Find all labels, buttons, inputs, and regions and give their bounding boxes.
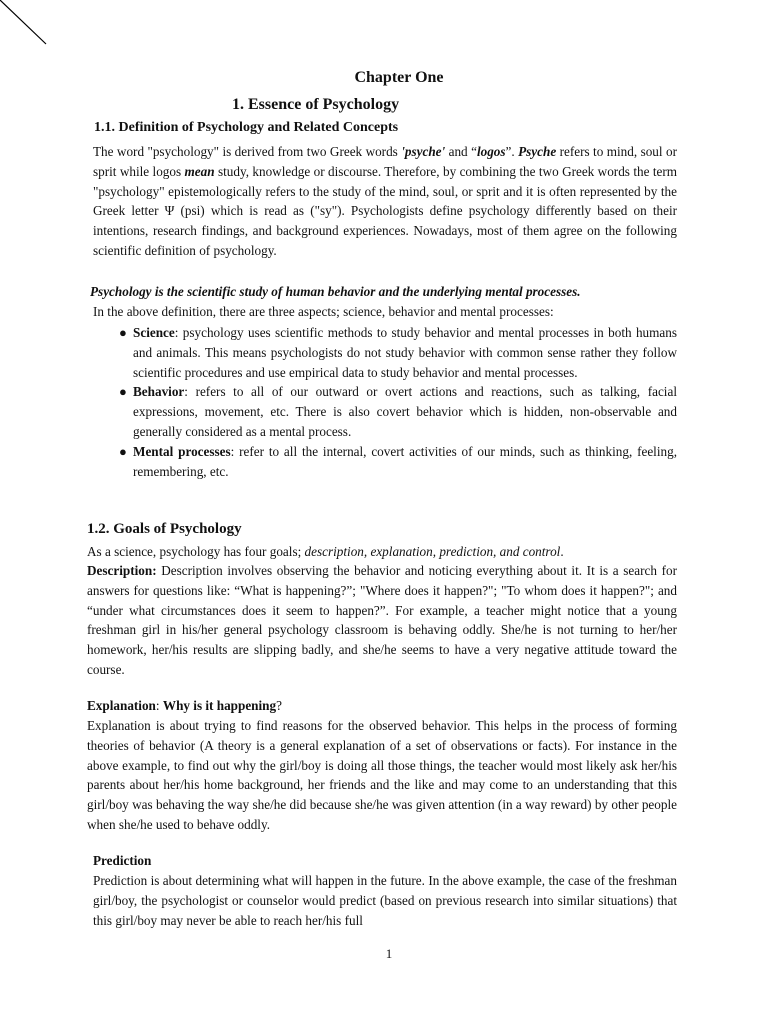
- aspects-list: [119, 323, 677, 481]
- subsection-title-goals: 1.2. Goals of Psychology: [87, 521, 242, 537]
- goals-intro: As a science, psychology has four goals; description, explanation, prediction, and control.: [87, 544, 564, 559]
- intro-paragraph: The word "psychology" is derived from two Greek words 'psyche' and “logos”. Psyche refers to mind, soul or sprit while logos mean study, knowledge or discourse. Therefore, by combining the two Greek words the term "psychology" epistemologically refers to the study of the mind, soul, or sprit and it is often represented by the Greek letter Ψ (psi) which is read as ("sy"). Psychologists define psychology differently based on their intentions, research findings, and background experiences. Nowadays, most of them agree on the following scientific definition of psychology.: [93, 144, 677, 258]
- list-item-behavior: ● Behavior: refers to all of our outward or overt actions and reactions, such as talking, facial expressions, movement, etc. There is also covert behavior which is hidden, non-observable and generally considered as a mental process.: [119, 384, 677, 439]
- list-item-science: ● Science: psychology uses scientific methods to study behavior and mental processes in both humans and animals. This means psychologists do not study behavior with common sense rather they follow scientific procedures and use empirical data to study behavior and mental processes.: [119, 325, 677, 380]
- bullet-icon: ●: [119, 443, 127, 459]
- section-title: 1. Essence of Psychology: [232, 96, 400, 113]
- aspects-intro: In the above definition, there are three aspects; science, behavior and mental processes:: [93, 304, 554, 319]
- chapter-title: Chapter One: [354, 69, 444, 86]
- prediction-paragraph: Prediction is about determining what will happen in the future. In the above example, the case of the freshman girl/boy, the psychologist or counselor would predict (based on previous research into similar situations) that this girl/boy may never be able to reach her/his full: [93, 873, 677, 928]
- list-item-mental-processes: ● Mental processes: refer to all the internal, covert activities of our minds, such as thinking, feeling, remembering, etc.: [119, 443, 677, 479]
- subsection-title-definition: 1.1. Definition of Psychology and Related Concepts: [94, 120, 399, 135]
- page-number: 1: [385, 946, 393, 961]
- prediction-heading: Prediction: [93, 853, 152, 868]
- explanation-heading: Explanation: Why is it happening?: [87, 698, 282, 713]
- definition-statement: Psychology is the scientific study of human behavior and the underlying mental processes.: [90, 284, 581, 299]
- explanation-paragraph: Explanation is about trying to find reasons for the observed behavior. This helps in the process of forming theories of behavior (A theory is a general explanation of a set of observations or facts). For instance in the above example, to find out why the girl/boy is doing all those things, the teacher would most likely ask her/his parents about her/his home background, her friends and the like and may come to an understanding that this girl/boy was behaving the way she/he did because she/he was given attention (in a way reward) by other people when she/he used to behave oddly.: [87, 718, 677, 832]
- description-paragraph: Description: Description involves observing the behavior and noticing everything about it. It is a search for answers for questions like: “What is happening?”; "Where does it happen?"; "To whom does it happen?"; and “under what circumstances does it seem to happen?”. For example, a teacher might notice that a young freshman girl in his/her general psychology classroom is behaving oddly. She/he is not turning to her/her homework, her/his results are slipping badly, and she/he seems to have a very negative attitude toward the course.: [87, 563, 677, 677]
- bullet-icon: ●: [119, 384, 127, 400]
- bullet-icon: ●: [119, 325, 127, 340]
